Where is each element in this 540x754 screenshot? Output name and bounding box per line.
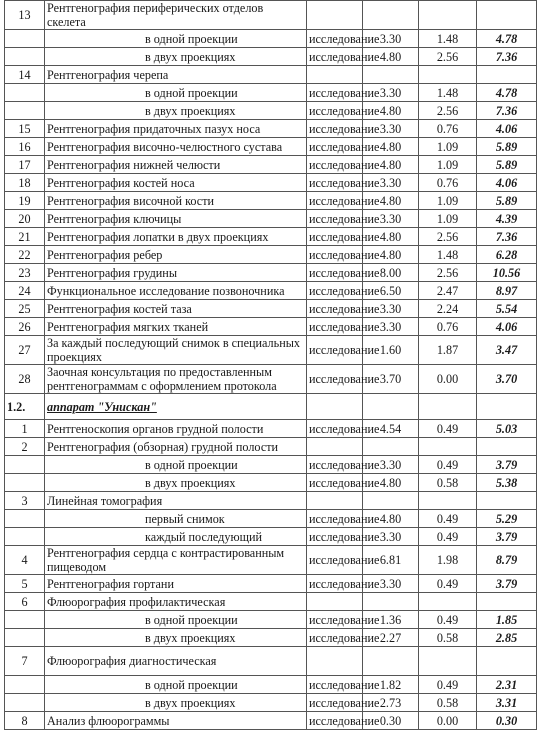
total-price <box>477 66 537 84</box>
unit-cell: исследование <box>307 629 363 647</box>
total-price: 8.79 <box>477 546 537 575</box>
service-name: в одной проекции <box>45 611 307 629</box>
service-name: в одной проекции <box>45 30 307 48</box>
value-2: 0.76 <box>419 120 477 138</box>
row-number <box>5 629 45 647</box>
total-price: 3.79 <box>477 456 537 474</box>
value-1: 3.30 <box>363 210 419 228</box>
value-2: 0.00 <box>419 712 477 730</box>
unit-cell: исследование <box>307 456 363 474</box>
value-1: 4.80 <box>363 228 419 246</box>
table-row <box>5 575 537 593</box>
value-1: 4.80 <box>363 102 419 120</box>
service-name: Рентгенография периферических отделов скелета <box>45 1 307 30</box>
table-row <box>5 647 537 676</box>
price-table <box>4 0 537 730</box>
unit-cell: исследование <box>307 156 363 174</box>
unit-cell: исследование <box>307 210 363 228</box>
value-2: 2.56 <box>419 264 477 282</box>
table-row <box>5 528 537 546</box>
total-price: 5.38 <box>477 474 537 492</box>
total-price: 3.79 <box>477 575 537 593</box>
total-price: 4.78 <box>477 30 537 48</box>
value-2: 0.58 <box>419 474 477 492</box>
total-price: 5.89 <box>477 192 537 210</box>
unit-cell: исследование <box>307 246 363 264</box>
value-2 <box>419 438 477 456</box>
value-1: 3.30 <box>363 456 419 474</box>
value-2: 1.87 <box>419 336 477 365</box>
service-name: Рентгенография височной кости <box>45 192 307 210</box>
total-price <box>477 1 537 30</box>
value-2: 0.49 <box>419 676 477 694</box>
row-number: 24 <box>5 282 45 300</box>
value-1: 4.80 <box>363 474 419 492</box>
unit-cell <box>307 66 363 84</box>
value-1: 3.30 <box>363 84 419 102</box>
service-name: Линейная томография <box>45 492 307 510</box>
value-2: 2.56 <box>419 228 477 246</box>
total-price: 10.56 <box>477 264 537 282</box>
value-1: 4.80 <box>363 138 419 156</box>
row-number <box>5 48 45 66</box>
unit-cell: исследование <box>307 120 363 138</box>
table-row <box>5 84 537 102</box>
row-number: 1 <box>5 420 45 438</box>
row-number: 17 <box>5 156 45 174</box>
service-name: Рентгенография ключицы <box>45 210 307 228</box>
table-row <box>5 336 537 365</box>
row-number: 14 <box>5 66 45 84</box>
value-1: 3.30 <box>363 174 419 192</box>
value-2: 1.48 <box>419 246 477 264</box>
service-name: Рентгенография черепа <box>45 66 307 84</box>
value-1: 1.60 <box>363 336 419 365</box>
value-2: 0.49 <box>419 420 477 438</box>
unit-cell <box>307 492 363 510</box>
service-name: каждый последующий <box>45 528 307 546</box>
unit-cell: исследование <box>307 712 363 730</box>
total-price: 3.47 <box>477 336 537 365</box>
value-2: 2.24 <box>419 300 477 318</box>
unit-cell: исследование <box>307 336 363 365</box>
section-header-row <box>5 394 537 420</box>
total-price: 4.06 <box>477 318 537 336</box>
unit-cell: исследование <box>307 694 363 712</box>
table-section-a <box>5 1 537 394</box>
value-2: 1.09 <box>419 210 477 228</box>
unit-cell: исследование <box>307 510 363 528</box>
row-number: 22 <box>5 246 45 264</box>
row-number: 13 <box>5 1 45 30</box>
service-name: в двух проекциях <box>45 474 307 492</box>
service-name: Рентгенография височно-челюстного сустава <box>45 138 307 156</box>
service-name: в одной проекции <box>45 676 307 694</box>
row-number: 2 <box>5 438 45 456</box>
unit-cell: исследование <box>307 282 363 300</box>
table-row <box>5 210 537 228</box>
value-2: 1.48 <box>419 84 477 102</box>
value-1: 2.73 <box>363 694 419 712</box>
table-row <box>5 174 537 192</box>
service-name: За каждый последующий снимок в специальных проекциях <box>45 336 307 365</box>
table-row <box>5 156 537 174</box>
service-name: в двух проекциях <box>45 48 307 66</box>
value-1: 4.80 <box>363 246 419 264</box>
unit-cell: исследование <box>307 174 363 192</box>
value-1: 1.36 <box>363 611 419 629</box>
unit-cell: исследование <box>307 474 363 492</box>
table-row <box>5 318 537 336</box>
total-price <box>477 492 537 510</box>
service-name: в двух проекциях <box>45 629 307 647</box>
table-row <box>5 30 537 48</box>
value-2: 0.49 <box>419 611 477 629</box>
row-number <box>5 102 45 120</box>
value-1: 6.81 <box>363 546 419 575</box>
value-2: 0.49 <box>419 528 477 546</box>
row-number: 7 <box>5 647 45 676</box>
row-number: 21 <box>5 228 45 246</box>
total-price: 4.06 <box>477 120 537 138</box>
empty-cell <box>363 394 419 420</box>
unit-cell <box>307 647 363 676</box>
total-price <box>477 593 537 611</box>
table-row <box>5 365 537 394</box>
value-2: 0.49 <box>419 510 477 528</box>
total-price: 7.36 <box>477 102 537 120</box>
row-number <box>5 474 45 492</box>
value-2: 0.76 <box>419 318 477 336</box>
value-1: 3.30 <box>363 318 419 336</box>
total-price: 3.79 <box>477 528 537 546</box>
service-name: Рентгенография гортани <box>45 575 307 593</box>
value-1: 1.82 <box>363 676 419 694</box>
total-price: 7.36 <box>477 48 537 66</box>
value-2 <box>419 1 477 30</box>
value-2: 0.76 <box>419 174 477 192</box>
value-1: 3.30 <box>363 30 419 48</box>
row-number: 27 <box>5 336 45 365</box>
empty-cell <box>307 394 363 420</box>
total-price: 4.78 <box>477 84 537 102</box>
row-number <box>5 676 45 694</box>
service-name: Рентгенография сердца с контрастированным пищеводом <box>45 546 307 575</box>
table-row <box>5 676 537 694</box>
total-price: 8.97 <box>477 282 537 300</box>
table-row <box>5 712 537 730</box>
value-1: 3.30 <box>363 300 419 318</box>
value-2: 1.98 <box>419 546 477 575</box>
unit-cell: исследование <box>307 84 363 102</box>
value-1 <box>363 1 419 30</box>
service-name: Флюорография профилактическая <box>45 593 307 611</box>
total-price: 5.54 <box>477 300 537 318</box>
value-2: 0.49 <box>419 456 477 474</box>
unit-cell: исследование <box>307 228 363 246</box>
row-number: 8 <box>5 712 45 730</box>
row-number: 16 <box>5 138 45 156</box>
value-1: 4.80 <box>363 192 419 210</box>
table-row <box>5 300 537 318</box>
table-row <box>5 611 537 629</box>
total-price: 2.85 <box>477 629 537 647</box>
service-name: Рентгенография лопатки в двух проекциях <box>45 228 307 246</box>
service-name: Рентгенография (обзорная) грудной полости <box>45 438 307 456</box>
value-1: 4.54 <box>363 420 419 438</box>
value-2 <box>419 647 477 676</box>
service-name: в двух проекциях <box>45 694 307 712</box>
row-number <box>5 528 45 546</box>
unit-cell <box>307 593 363 611</box>
row-number: 5 <box>5 575 45 593</box>
row-number <box>5 611 45 629</box>
unit-cell: исследование <box>307 30 363 48</box>
table-row <box>5 264 537 282</box>
unit-cell: исследование <box>307 192 363 210</box>
table-row <box>5 438 537 456</box>
value-1 <box>363 647 419 676</box>
total-price <box>477 438 537 456</box>
total-price: 3.70 <box>477 365 537 394</box>
value-1: 6.50 <box>363 282 419 300</box>
total-price: 5.89 <box>477 138 537 156</box>
total-price: 0.30 <box>477 712 537 730</box>
unit-cell: исследование <box>307 48 363 66</box>
value-1 <box>363 438 419 456</box>
total-price: 5.03 <box>477 420 537 438</box>
value-1: 4.80 <box>363 510 419 528</box>
service-name: Рентгенография мягких тканей <box>45 318 307 336</box>
table-row <box>5 120 537 138</box>
table-row <box>5 66 537 84</box>
unit-cell: исследование <box>307 138 363 156</box>
unit-cell: исследование <box>307 528 363 546</box>
value-2: 0.58 <box>419 694 477 712</box>
table-row <box>5 456 537 474</box>
row-number: 3 <box>5 492 45 510</box>
value-2: 1.48 <box>419 30 477 48</box>
unit-cell: исследование <box>307 264 363 282</box>
row-number: 15 <box>5 120 45 138</box>
service-name: Заочная консультация по предоставленным рентгенограммам с оформлением протокола <box>45 365 307 394</box>
unit-cell <box>307 1 363 30</box>
unit-cell: исследование <box>307 420 363 438</box>
value-1: 8.00 <box>363 264 419 282</box>
unit-cell: исследование <box>307 546 363 575</box>
section-header <box>5 394 537 420</box>
service-name: Анализ флюорограммы <box>45 712 307 730</box>
table-row <box>5 492 537 510</box>
service-name: Рентгенография нижней челюсти <box>45 156 307 174</box>
table-row <box>5 138 537 156</box>
unit-cell: исследование <box>307 318 363 336</box>
value-2: 1.09 <box>419 192 477 210</box>
value-1 <box>363 66 419 84</box>
total-price: 4.06 <box>477 174 537 192</box>
value-1: 3.30 <box>363 120 419 138</box>
value-2: 0.49 <box>419 575 477 593</box>
row-number: 6 <box>5 593 45 611</box>
unit-cell: исследование <box>307 102 363 120</box>
table-row <box>5 474 537 492</box>
service-name: в двух проекциях <box>45 102 307 120</box>
table-row <box>5 282 537 300</box>
value-1: 4.80 <box>363 156 419 174</box>
row-number: 20 <box>5 210 45 228</box>
table-row <box>5 546 537 575</box>
section-number: 1.2. <box>5 394 45 420</box>
unit-cell: исследование <box>307 611 363 629</box>
row-number: 4 <box>5 546 45 575</box>
value-1: 3.30 <box>363 575 419 593</box>
value-1: 0.30 <box>363 712 419 730</box>
row-number <box>5 510 45 528</box>
total-price: 5.29 <box>477 510 537 528</box>
value-2: 0.58 <box>419 629 477 647</box>
table-row <box>5 510 537 528</box>
value-2: 2.56 <box>419 102 477 120</box>
service-name: Рентгенография придаточных пазух носа <box>45 120 307 138</box>
value-2: 0.00 <box>419 365 477 394</box>
table-row <box>5 48 537 66</box>
table-section-b <box>5 420 537 730</box>
service-name: Рентгенография грудины <box>45 264 307 282</box>
unit-cell: исследование <box>307 575 363 593</box>
row-number <box>5 30 45 48</box>
total-price: 6.28 <box>477 246 537 264</box>
unit-cell: исследование <box>307 365 363 394</box>
service-name: Рентгенография костей носа <box>45 174 307 192</box>
table-row <box>5 228 537 246</box>
unit-cell: исследование <box>307 676 363 694</box>
table-row <box>5 694 537 712</box>
value-2: 1.09 <box>419 138 477 156</box>
row-number: 19 <box>5 192 45 210</box>
service-name: в одной проекции <box>45 84 307 102</box>
empty-cell <box>419 394 477 420</box>
total-price: 4.39 <box>477 210 537 228</box>
value-2 <box>419 593 477 611</box>
value-2: 1.09 <box>419 156 477 174</box>
value-1: 3.70 <box>363 365 419 394</box>
service-name: Рентгеноскопия органов грудной полости <box>45 420 307 438</box>
value-1: 4.80 <box>363 48 419 66</box>
row-number <box>5 84 45 102</box>
service-name: Рентгенография костей таза <box>45 300 307 318</box>
service-name: в одной проекции <box>45 456 307 474</box>
table-row <box>5 102 537 120</box>
value-1: 2.27 <box>363 629 419 647</box>
row-number: 23 <box>5 264 45 282</box>
table-row <box>5 629 537 647</box>
table-row <box>5 246 537 264</box>
row-number: 26 <box>5 318 45 336</box>
value-2: 2.47 <box>419 282 477 300</box>
value-2 <box>419 66 477 84</box>
value-1 <box>363 492 419 510</box>
value-1 <box>363 593 419 611</box>
table-row <box>5 420 537 438</box>
table-row <box>5 192 537 210</box>
empty-cell <box>477 394 537 420</box>
row-number: 25 <box>5 300 45 318</box>
row-number: 28 <box>5 365 45 394</box>
service-name: Рентгенография ребер <box>45 246 307 264</box>
total-price <box>477 647 537 676</box>
total-price: 3.31 <box>477 694 537 712</box>
service-name: первый снимок <box>45 510 307 528</box>
service-name: Флюорография диагностическая <box>45 647 307 676</box>
table-row <box>5 593 537 611</box>
row-number: 18 <box>5 174 45 192</box>
section-title: аппарат "Унискан" <box>45 394 307 420</box>
row-number <box>5 694 45 712</box>
total-price: 5.89 <box>477 156 537 174</box>
unit-cell <box>307 438 363 456</box>
row-number <box>5 456 45 474</box>
service-name: Функциональное исследование позвоночника <box>45 282 307 300</box>
value-2: 2.56 <box>419 48 477 66</box>
total-price: 7.36 <box>477 228 537 246</box>
value-2 <box>419 492 477 510</box>
total-price: 1.85 <box>477 611 537 629</box>
total-price: 2.31 <box>477 676 537 694</box>
unit-cell: исследование <box>307 300 363 318</box>
table-row <box>5 1 537 30</box>
value-1: 3.30 <box>363 528 419 546</box>
